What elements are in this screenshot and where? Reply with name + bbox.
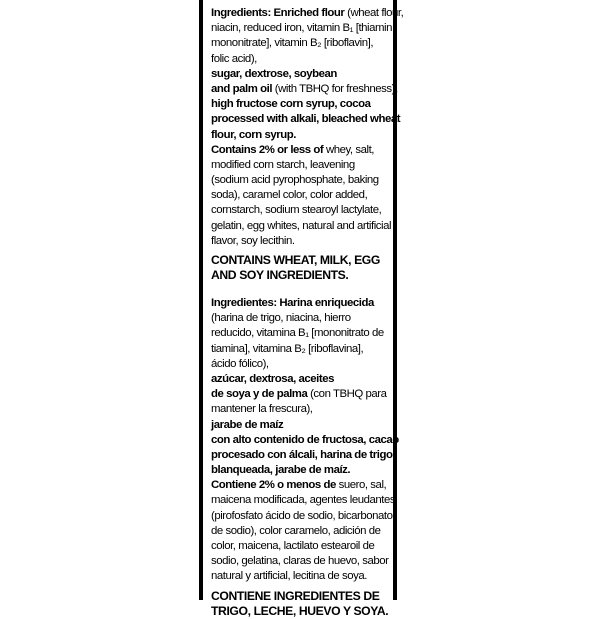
ingredient-line <box>211 52 387 67</box>
ingredient-regular-text: cornstarch, sodium stearoyl lactylate, <box>211 204 382 217</box>
ingredient-line <box>211 418 387 433</box>
ingredient-line <box>211 387 387 402</box>
ingredient-regular-text: color, maicena, lactilato estearoil de <box>211 540 375 552</box>
ingredient-regular-text: soda), caramel color, color added, <box>211 189 368 202</box>
ingredient-line <box>211 372 387 387</box>
ingredient-bold-text: procesado con álcali, harina de trigo <box>211 448 393 461</box>
ingredient-regular-text: gelatin, egg whites, natural and artificial <box>211 219 392 232</box>
allergen-line: CONTAINS WHEAT, MILK, EGG <box>211 253 380 267</box>
ingredient-bold-text: sugar, dextrose, soybean <box>211 67 337 80</box>
ingredient-regular-text: (with TBHQ for freshness), <box>272 82 398 95</box>
ingredient-line <box>211 342 387 357</box>
ingredient-line <box>211 112 401 127</box>
ingredient-regular-text: flavor, soy lecithin. <box>211 234 295 247</box>
ingredient-regular-text: (wheat flour, <box>344 7 404 19</box>
ingredient-regular-text: natural y artificial, lecitina de soya. <box>211 570 367 583</box>
ingredient-regular-text: de sodio), color caramelo, adición de <box>211 524 381 537</box>
ingredient-bold-text: jarabe de maíz <box>211 418 284 431</box>
ingredient-line <box>211 539 387 554</box>
ingredient-line <box>211 326 387 341</box>
ingredient-regular-text: niacin, reduced iron, vitamin B₁ [thiamin <box>211 22 393 35</box>
ingredient-regular-text: (con TBHQ para <box>307 388 387 401</box>
ingredient-bold-text: blanqueada, jarabe de maíz. <box>211 464 351 477</box>
ingredient-bold-text: Ingredients: Enriched flour <box>211 7 345 19</box>
ingredient-regular-text: tiamina], vitamina B₂ [riboflavina], <box>211 342 364 355</box>
ingredient-line <box>211 234 387 249</box>
ingredient-line <box>211 219 392 234</box>
ingredient-line <box>211 296 387 311</box>
ingredient-bold-text: Contiene 2% o menos de <box>211 479 336 492</box>
ingredient-line <box>211 402 387 417</box>
ingredient-line <box>211 97 387 112</box>
allergen-statement <box>211 589 387 619</box>
ingredient-regular-text: mononitrate], vitamin B₂ [riboflavin], <box>211 37 374 50</box>
ingredient-regular-text: mantener la frescura), <box>211 403 313 416</box>
ingredient-regular-text: whey, salt, <box>323 143 374 156</box>
ingredient-regular-text: modified corn starch, leavening <box>211 158 355 171</box>
ingredient-line <box>211 82 398 97</box>
ingredient-regular-text: ácido fólico), <box>211 357 269 370</box>
ingredient-bold-text: Contains 2% or less of <box>211 143 324 156</box>
ingredient-line <box>211 6 404 21</box>
ingredient-line <box>211 158 387 173</box>
ingredient-regular-text: (pirofosfato ácido de sodio, bicarbonato <box>211 509 393 522</box>
ingredient-line <box>211 433 399 448</box>
ingredient-bold-text: de soya y de palma <box>211 388 308 401</box>
ingredient-line <box>211 569 387 584</box>
allergen-statement <box>211 253 387 283</box>
ingredient-line <box>211 67 387 82</box>
ingredient-line <box>211 463 387 478</box>
ingredient-line <box>211 128 387 143</box>
ingredient-bold-text: high fructose corn syrup, cocoa <box>211 98 371 111</box>
ingredient-line <box>211 524 387 539</box>
ingredient-regular-text: (harina de trigo, niacina, hierro <box>211 312 351 325</box>
ingredient-line <box>211 448 393 463</box>
ingredient-bold-text: Ingredientes: Harina enriquecida <box>211 297 374 309</box>
ingredient-regular-text: suero, sal, <box>335 479 387 492</box>
ingredients-label-panel <box>199 0 404 618</box>
ingredient-line <box>211 188 387 203</box>
ingredient-line <box>211 493 396 508</box>
ingredient-line <box>211 36 387 51</box>
ingredient-bold-text: processed with alkali, bleached wheat <box>211 113 401 126</box>
ingredient-line <box>211 554 387 569</box>
ingredient-line <box>211 143 387 158</box>
ingredient-line <box>211 357 387 372</box>
ingredient-regular-text: folic acid), <box>211 52 257 65</box>
ingredient-bold-text: azúcar, dextrosa, aceites <box>211 372 334 385</box>
ingredient-line <box>211 509 393 524</box>
ingredient-bold-text: and palm oil <box>211 82 273 95</box>
english-ingredients <box>211 6 404 283</box>
allergen-line: TRIGO, LECHE, HUEVO Y SOYA. <box>211 603 389 618</box>
ingredient-regular-text: reducido, vitamina B₁ [mononitrato de <box>211 327 384 340</box>
spanish-ingredients <box>211 296 399 619</box>
ingredient-line <box>211 311 387 326</box>
ingredient-line <box>211 203 387 218</box>
ingredient-line <box>211 173 387 188</box>
ingredient-regular-text: maicena modificada, agentes leudantes <box>211 494 396 507</box>
allergen-line: CONTIENE INGREDIENTES DE <box>211 588 380 603</box>
ingredient-regular-text: (sodium acid pyrophosphate, baking <box>211 174 379 187</box>
ingredient-bold-text: flour, corn syrup. <box>211 128 296 141</box>
ingredient-line <box>211 478 387 493</box>
ingredient-regular-text: sodio, gelatina, claras de huevo, sabor <box>211 555 389 568</box>
ingredient-bold-text: con alto contenido de fructosa, cacao <box>211 433 399 446</box>
allergen-line: AND SOY INGREDIENTS. <box>211 268 349 283</box>
ingredient-line <box>211 21 393 36</box>
